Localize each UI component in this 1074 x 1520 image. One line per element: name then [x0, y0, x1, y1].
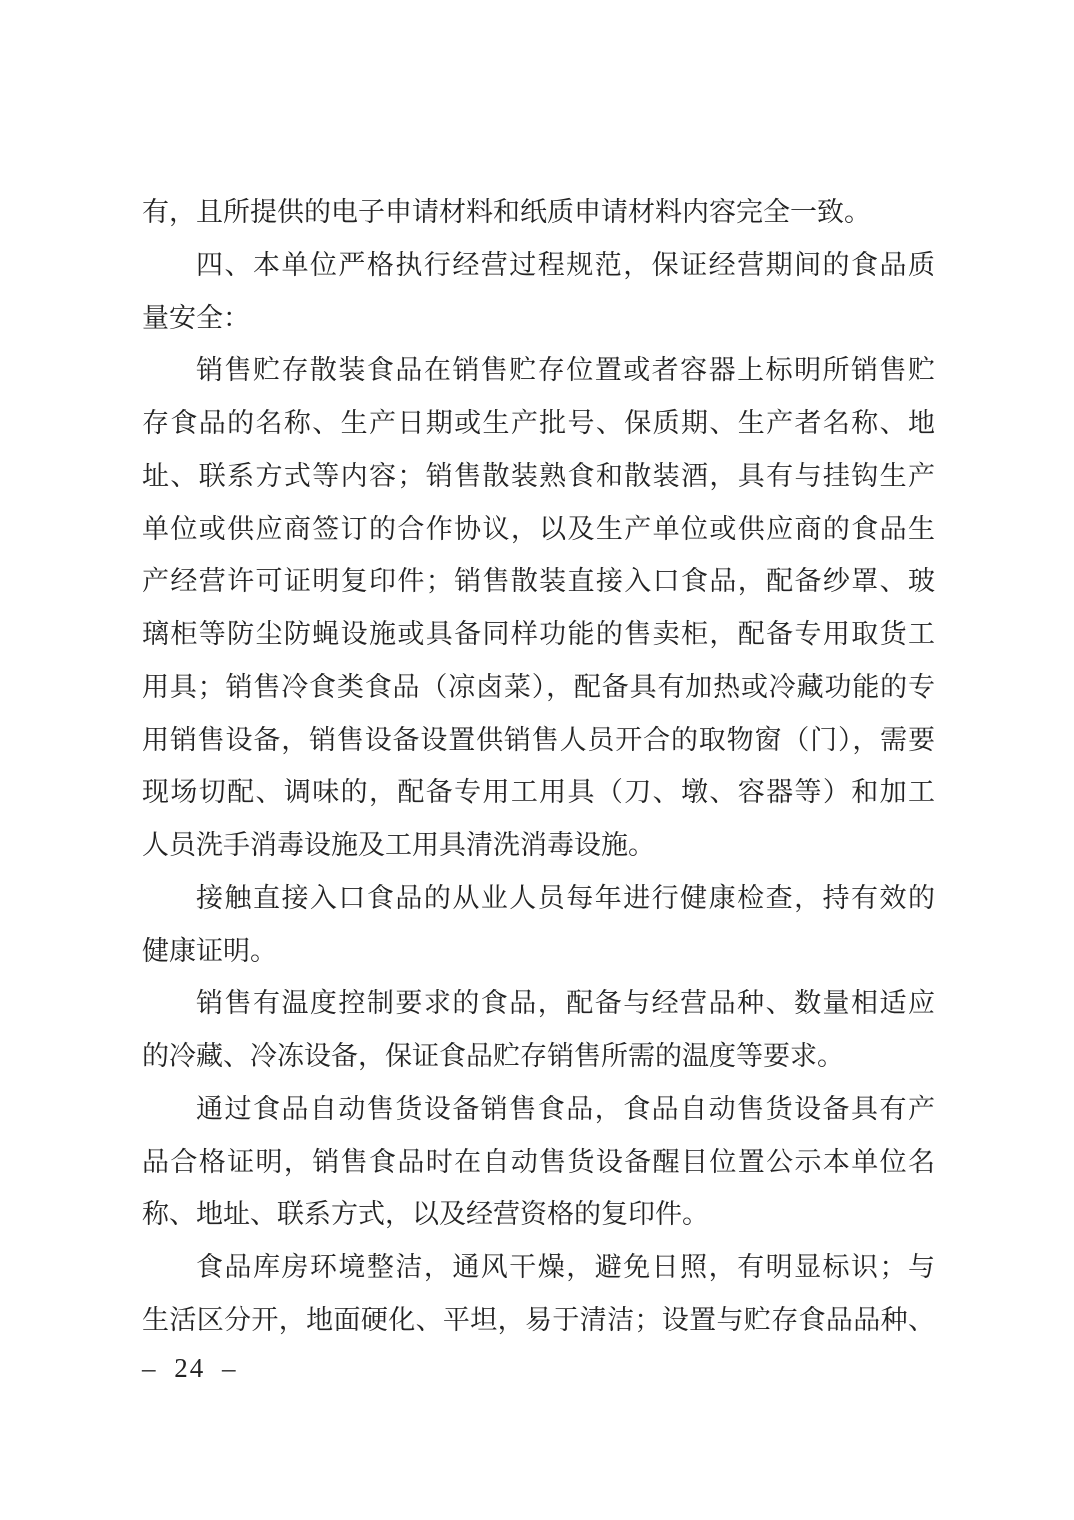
- text-line: 人员洗手消毒设施及工用具清洗消毒设施。: [142, 830, 655, 860]
- text-line: 用销售设备，销售设备设置供销售人员开合的取物窗（门），需要: [142, 724, 935, 755]
- text-line: 称、地址、联系方式，以及经营资格的复印件。: [142, 1199, 709, 1230]
- text-line: 璃柜等防尘防蝇设施或具备同样功能的售卖柜，配备专用取货工: [142, 619, 935, 649]
- text-line: 生活区分开，地面硬化、平坦，易于清洁；设置与贮存食品品种、: [142, 1304, 935, 1335]
- text-line: 销售贮存散装食品在销售贮存位置或者容器上标明所销售贮: [196, 355, 935, 386]
- text-line: 现场切配、调味的，配备专用工用具（刀、墩、容器等）和加工: [142, 777, 935, 808]
- text-line: 销售有温度控制要求的食品，配备与经营品种、数量相适应: [196, 988, 935, 1019]
- text-line: 食品库房环境整洁，通风干燥，避免日照，有明显标识；与: [196, 1252, 935, 1282]
- text-line: 的冷藏、冷冻设备，保证食品贮存销售所需的温度等要求。: [142, 1041, 844, 1071]
- text-line: 通过食品自动售货设备销售食品，食品自动售货设备具有产: [196, 1093, 935, 1124]
- text-line: 接触直接入口食品的从业人员每年进行健康检查，持有效的: [196, 882, 935, 913]
- text-line: 量安全：: [142, 302, 250, 333]
- text-line: 品合格证明，销售食品时在自动售货设备醒目位置公示本单位名: [142, 1146, 935, 1177]
- text-line: 四、本单位严格执行经营过程规范，保证经营期间的食品质: [196, 249, 935, 280]
- page-number: – 24 –: [142, 1353, 238, 1383]
- text-line: 有，且所提供的电子申请材料和纸质申请材料内容完全一致。: [142, 197, 871, 227]
- text-line: 产经营许可证明复印件；销售散装直接入口食品，配备纱罩、玻: [142, 566, 935, 597]
- text-line: 健康证明。: [142, 935, 277, 966]
- text-line: 址、联系方式等内容；销售散装熟食和散装酒，具有与挂钩生产: [142, 460, 935, 491]
- text-line: 用具；销售冷食类食品（凉卤菜），配备具有加热或冷藏功能的专: [142, 671, 935, 702]
- text-line: 单位或供应商签订的合作协议，以及生产单位或供应商的食品生: [142, 513, 935, 544]
- body-text: [142, 186, 935, 1347]
- text-line: 存食品的名称、生产日期或生产批号、保质期、生产者名称、地: [142, 408, 935, 438]
